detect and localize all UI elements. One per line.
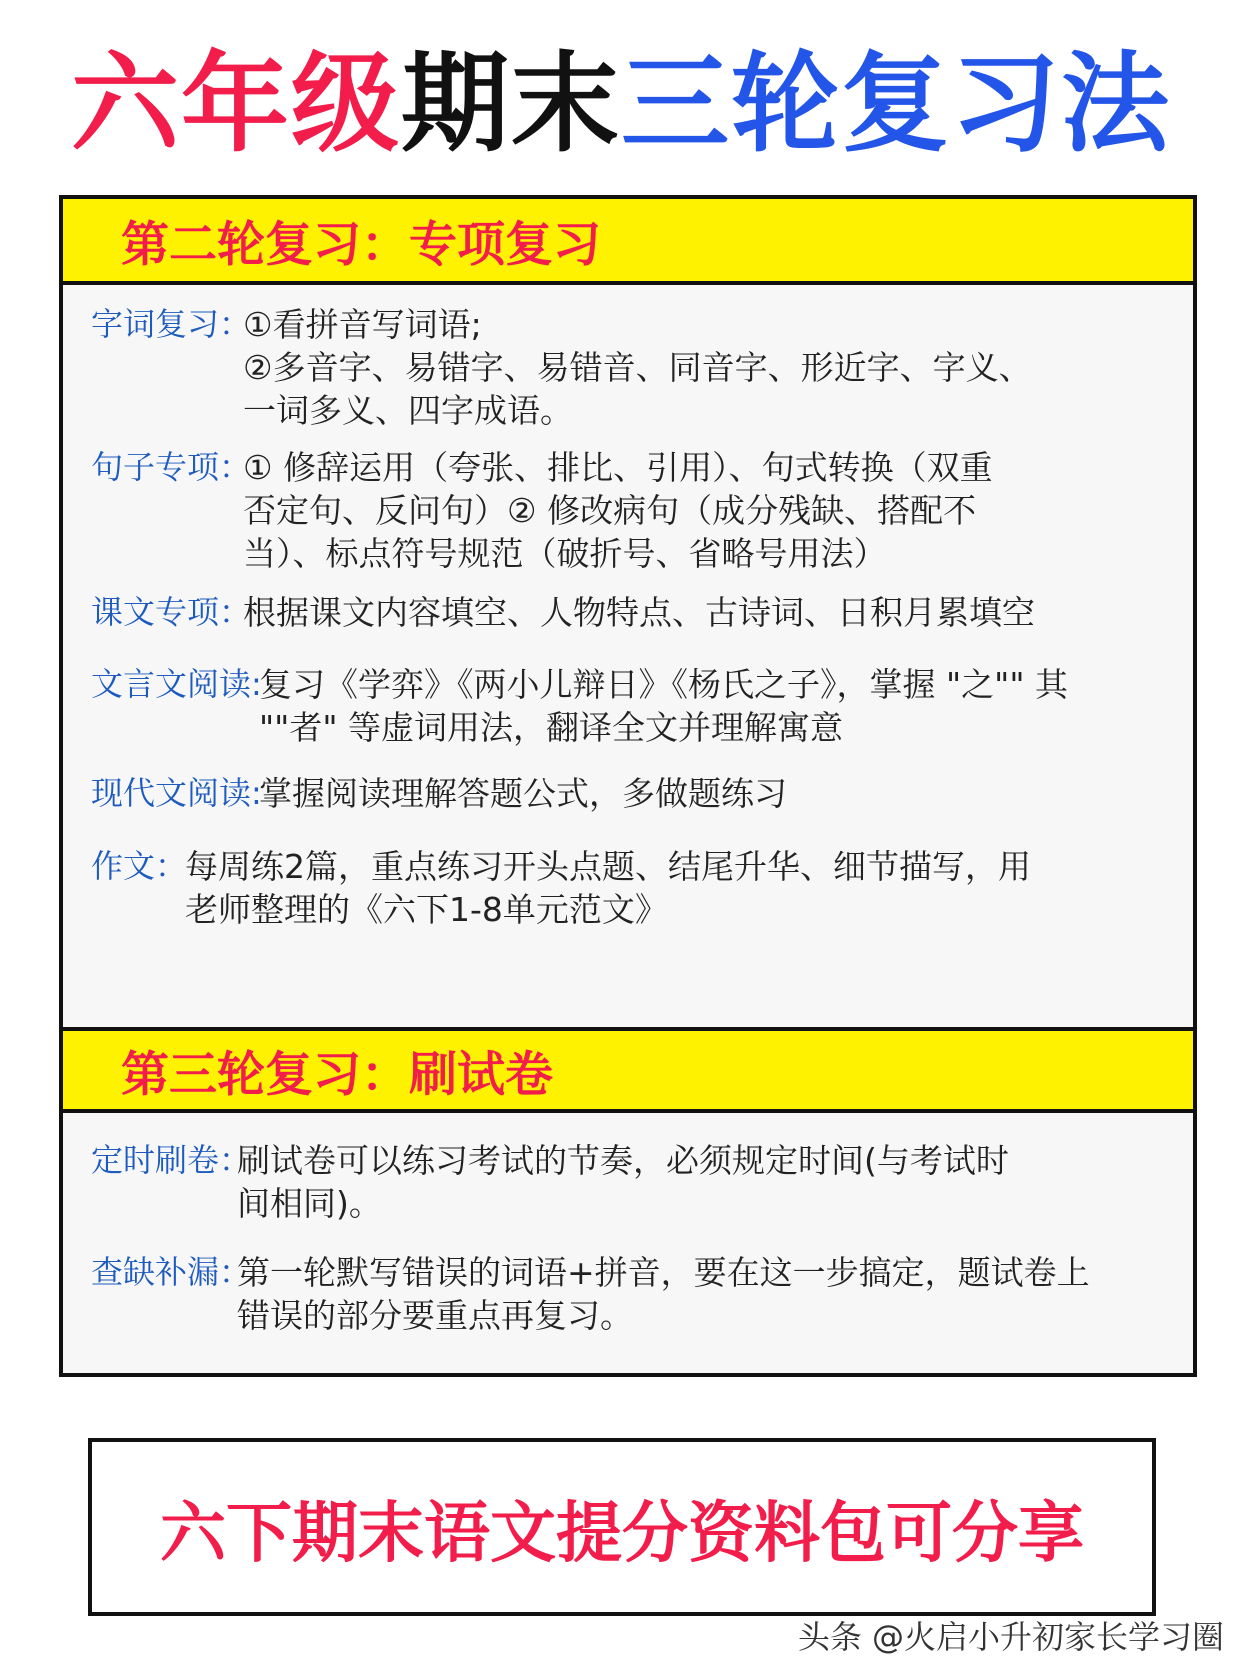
round2-item [91, 845, 1173, 935]
item-line: 复习《学弈》《两小儿辩日》《杨氏之子》，掌握 "之"" 其 [259, 665, 1069, 704]
item-line: ""者" 等虚词用法，翻译全文并理解寓意 [259, 708, 844, 747]
round3-heading: 第三轮复习：刷试卷 [121, 1046, 554, 1103]
title-part-final: 期末 [400, 42, 621, 167]
round2-item [91, 772, 1173, 817]
item-text [237, 1139, 1009, 1225]
item-line: 刷试卷可以练习考试的节奏，必须规定时间(与考试时 [237, 1141, 1009, 1180]
item-label: 现代文阅读: [91, 774, 262, 812]
watermark: 头条 @火启小升初家长学习圈 [797, 1618, 1224, 1656]
item-line: 否定句、反问句）② 修改病句（成分残缺、搭配不 [243, 491, 977, 530]
item-line: ②多音字、易错字、易错音、同音字、形近字、字义、 [243, 348, 1032, 387]
round3-item [91, 1251, 1173, 1341]
item-line: ① 修辞运用（夸张、排比、引用）、句式转换（双重 [243, 448, 993, 487]
round3-item [91, 1139, 1173, 1229]
item-label: 作文： [91, 847, 188, 885]
round2-item [91, 663, 1173, 753]
share-banner [88, 1438, 1156, 1616]
item-line: 第一轮默写错误的词语+拼音，要在这一步搞定，题试卷上 [237, 1253, 1090, 1292]
item-line: 老师整理的《六下1-8单元范文》 [185, 890, 668, 929]
item-label: 文言文阅读: [91, 665, 262, 703]
item-text [243, 591, 1035, 634]
round2-header [63, 199, 1193, 285]
item-text [259, 663, 1068, 749]
item-label: 字词复习： [91, 305, 252, 343]
page-title [0, 40, 1242, 170]
item-label: 定时刷卷： [91, 1141, 252, 1179]
review-content-box [59, 195, 1197, 1377]
item-line: 每周练2篇，重点练习开头点题、结尾升华、细节描写，用 [185, 847, 1031, 886]
title-part-grade: 六年级 [70, 42, 401, 167]
share-banner-text: 六下期末语文提分资料包可分享 [160, 1494, 1084, 1572]
item-line: 根据课文内容填空、人物特点、古诗词、日积月累填空 [243, 593, 1035, 632]
round2-item [91, 591, 1173, 636]
item-text [237, 1251, 1090, 1337]
item-text [243, 446, 993, 575]
round2-item [91, 446, 1173, 576]
item-line: 掌握阅读理解答题公式，多做题练习 [259, 774, 787, 813]
item-line: 间相同)。 [237, 1184, 382, 1223]
item-text [259, 772, 787, 815]
title-part-method: 三轮复习法 [621, 42, 1172, 167]
item-label: 查缺补漏： [91, 1253, 252, 1291]
item-line: 一词多义、四字成语。 [243, 391, 573, 430]
item-label: 句子专项： [91, 448, 252, 486]
item-line: 当）、标点符号规范（破折号、省略号用法） [243, 534, 887, 573]
round2-item [91, 303, 1173, 433]
round2-heading: 第二轮复习：专项复习 [121, 216, 602, 273]
item-label: 课文专项： [91, 593, 252, 631]
item-text [185, 845, 1031, 931]
item-line: ①看拼音写词语; [243, 305, 482, 344]
item-text [243, 303, 1032, 432]
round3-header [63, 1027, 1193, 1113]
item-line: 错误的部分要重点再复习。 [237, 1296, 633, 1335]
